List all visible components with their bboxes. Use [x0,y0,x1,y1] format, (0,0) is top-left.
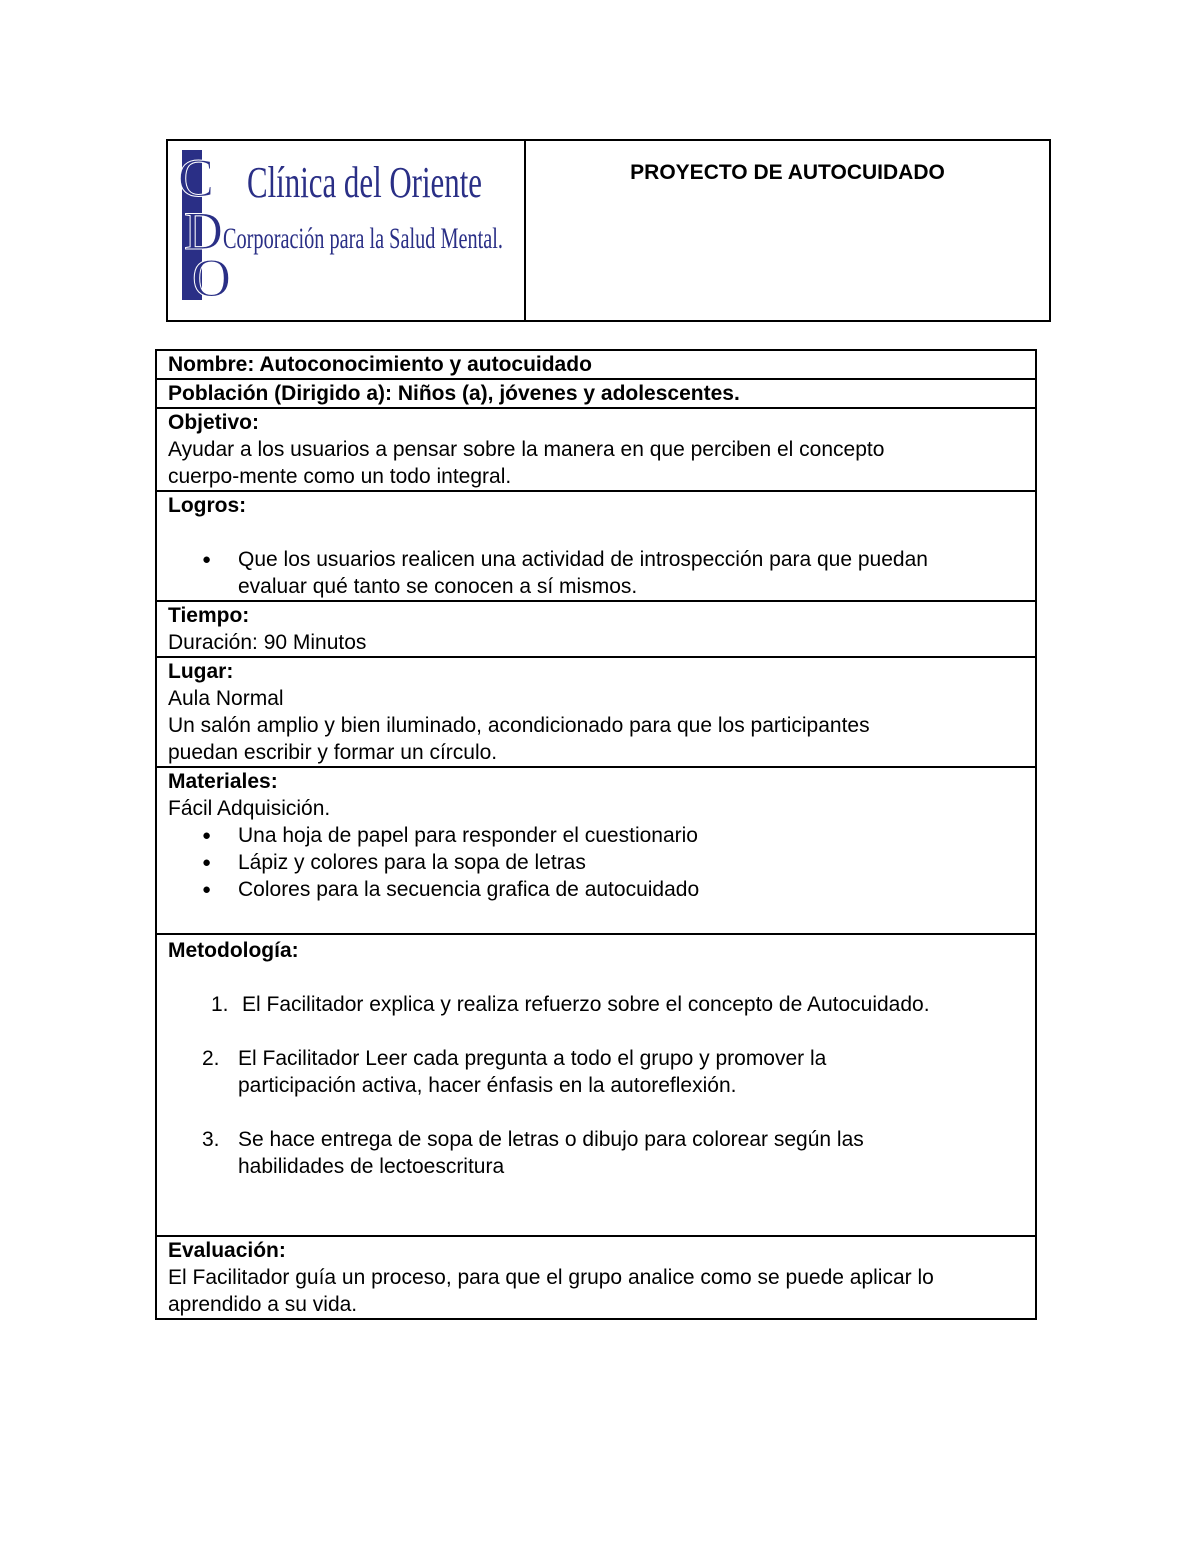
lugar-text-line1: Aula Normal [168,687,284,710]
step-text-line2: participación activa, hacer énfasis en la autoreflexión. [238,1074,737,1097]
step-number: 3. [202,1128,220,1151]
objetivo-label: Objetivo: [168,411,260,434]
step-number: 1. [211,993,229,1016]
project-table [155,349,1037,1320]
materiales-list [168,822,1025,903]
poblacion-row: Población (Dirigido a): Niños (a), jóvenes y adolescentes. [157,380,1035,409]
logros-list [168,546,1025,600]
tiempo-text: Duración: 90 Minutos [168,631,367,654]
lugar-text-line3: puedan escribir y formar un círculo. [168,741,498,764]
header-table [166,139,1051,322]
materiales-item: ● Lápiz y colores para la sopa de letras [168,849,1025,876]
tiempo-label: Tiempo: [168,604,250,627]
metodologia-row [157,935,1035,1237]
lugar-text-line2: Un salón amplio y bien iluminado, acondicionado para que los participantes [168,714,870,737]
logo-monogram-d: D [184,201,223,261]
materiales-item: ● Una hoja de papel para responder el cuestionario [168,822,1025,849]
logros-row [157,492,1035,602]
logo-monogram-o: O [192,248,231,308]
objetivo-text-line2: cuerpo-mente como un todo integral. [168,465,512,488]
logros-item-line1: ● Que los usuarios realicen una actividad de introspección para que puedan [238,548,928,571]
objetivo-text-line1: Ayudar a los usuarios a pensar sobre la manera en que perciben el concepto [168,438,885,461]
step-text-line1: Se hace entrega de sopa de letras o dibujo para colorear según las [238,1128,864,1151]
logros-item [168,546,1025,600]
step-text-line1: El Facilitador Leer cada pregunta a todo el grupo y promover la [238,1047,827,1070]
materiales-row [157,768,1035,935]
objetivo-row [157,409,1035,492]
metodologia-step [168,1045,1025,1099]
materiales-item: ● Colores para la secuencia grafica de autocuidado [168,876,1025,903]
metodologia-list [168,991,1025,1180]
step-text-line1: El Facilitador explica y realiza refuerzo sobre el concepto de Autocuidado. [242,993,930,1016]
logros-label: Logros: [168,494,247,517]
evaluacion-row [157,1237,1035,1318]
clinic-logo [178,144,514,308]
nombre-row: Nombre: Autoconocimiento y autocuidado [157,351,1035,380]
evaluacion-text-line2: aprendido a su vida. [168,1293,358,1316]
evaluacion-text-line1: El Facilitador guía un proceso, para que el grupo analice como se puede aplicar lo [168,1266,934,1289]
document-title: PROYECTO DE AUTOCUIDADO [630,161,945,184]
tiempo-row [157,602,1035,658]
lugar-label: Lugar: [168,660,234,683]
lugar-row [157,658,1035,768]
logo-clinic-name: Clínica del Oriente [247,158,482,207]
step-text-line2: habilidades de lectoescritura [238,1155,505,1178]
materiales-intro: Fácil Adquisición. [168,797,331,820]
step-number: 2. [202,1047,220,1070]
materiales-label: Materiales: [168,770,278,793]
logros-item-line2: evaluar qué tanto se conocen a sí mismos. [238,575,638,598]
metodologia-label: Metodología: [168,939,299,962]
evaluacion-label: Evaluación: [168,1239,286,1262]
metodologia-step [168,991,1025,1018]
logo-cell [168,141,526,320]
logo-clinic-tagline: Corporación para la Salud Mental. [223,222,503,255]
metodologia-step [168,1126,1025,1180]
logo-monogram-c: C [178,148,215,208]
